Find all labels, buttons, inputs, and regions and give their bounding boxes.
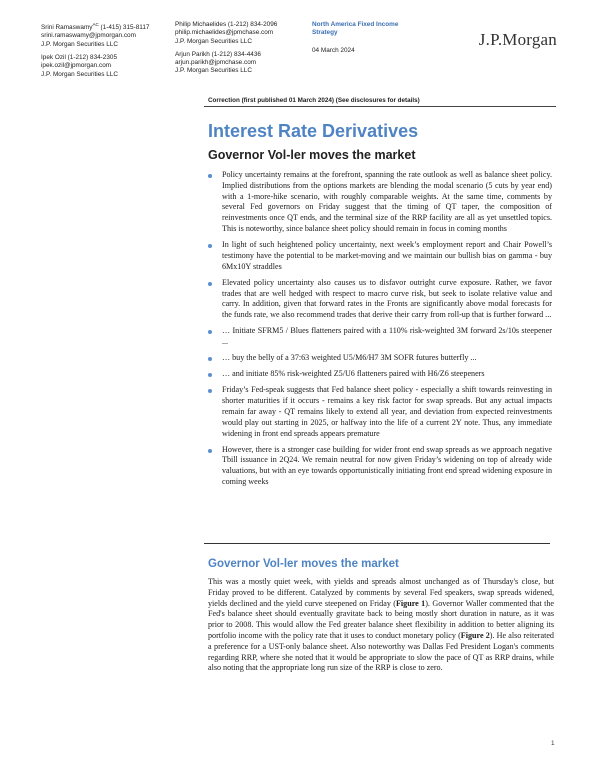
list-item: Elevated policy uncertainty also causes us to disfavor outright curve exposure. Rather, we favor trades that are well hedged with respect to macro curve risk, but seek to isolate relative value and carry. In addition, given that forward rates in the Fronts are significantly above modal forecasts for the funds rate, we also recommend trades that derive their carry from roll-up that is further forward ... bbox=[208, 278, 552, 321]
analyst-contacts-col2 bbox=[175, 21, 305, 76]
bullet-icon bbox=[208, 282, 212, 286]
bullet-icon bbox=[208, 357, 212, 361]
header-divider bbox=[204, 106, 556, 107]
report-info bbox=[312, 21, 432, 55]
section-divider bbox=[204, 543, 550, 544]
section-body: This was a mostly quiet week, with yields and spreads almost unchanged as of Thursday's close, but Friday proved to be different. Catalyzed by comments by several Fed speakers, swap spreads widened, yields declined and the yield curve steepened on Friday (Figure 1). Governor Waller commented that the Fed's balance sheet should eventually gravitate back to being mostly short duration in nature, as it was prior to 2008. This would allow the Fed greater balance sheet flexibility in addition to better aligning its portfolio income with the policy rate that it uses to conduct monetary policy (Figure 2). He also reiterated a preference for a UST-only balance sheet. Also noteworthy was Dallas Fed President Logan's comments regarding RRP, where she noted that it would be appropriate to slow the pace of QT as RRP drains, while also noting that the appropriate long run size of the RRP is close to zero. bbox=[208, 577, 554, 673]
bullet-icon bbox=[208, 449, 212, 453]
analyst-name: Arjun Parikh (1-212) 834-4436 bbox=[175, 50, 261, 58]
analyst-contacts-col1 bbox=[41, 21, 171, 79]
bullet-icon bbox=[208, 389, 212, 393]
list-item: Policy uncertainty remains at the forefront, spanning the rate outlook as well as balance sheet policy. Implied distributions from the options markets are blending the modal scenario (5 cuts by year end) with a 1-more-hike scenario, with roughly comparable weights. At the same time, comments by several Fed governors on Friday suggest that the timing of QT taper, the composition of reinvestments once QT ends, and the terminal size of the RRP facility are all as yet unsettled topics. This is noteworthy, since balance sheet policy should remain in focus in coming months bbox=[208, 170, 552, 235]
bullet-icon bbox=[208, 174, 212, 178]
analyst-name: Ipek Ozil (1-212) 834-2305 bbox=[41, 54, 118, 62]
analyst-email[interactable]: srini.ramaswamy@jpmorgan.com bbox=[41, 32, 136, 40]
report-series-title: North America Fixed Income bbox=[312, 21, 399, 28]
bullet-icon bbox=[208, 330, 212, 334]
list-item: … buy the belly of a 37:63 weighted U5/M6/H7 3M SOFR futures butterfly ... bbox=[208, 353, 552, 364]
section-heading: Governor Vol-ler moves the market bbox=[208, 558, 399, 570]
list-item: However, there is a stronger case building for wider front end swap spreads as we approach negative Tbill issuance in 2Q24. We remain neutral for now given Friday’s widening on top of already wide valuations, but with an eye towards opportunistically initiating front end spread widening exposure in coming weeks bbox=[208, 445, 552, 488]
analyst-firm: J.P. Morgan Securities LLC bbox=[41, 40, 118, 48]
analyst-name: Srini Ramaswamy$^{AC}$ (1-415) 315-8117 bbox=[41, 22, 150, 32]
analyst-name: Philip Michaelides (1-212) 834-2096 bbox=[175, 21, 278, 28]
list-item: Friday’s Fed-speak suggests that Fed balance sheet policy - especially a shift towards reinvesting in shorter maturities if it occurs - remains a key risk factor for swap spreads. But any actual impacts remain far away - QT remains likely to extend all year, and deviation from expected reinvestments would play out starting in 2025, or halfway into the life of a current 2Y note. Thus, any immediate widening in front end spreads appears premature bbox=[208, 385, 552, 439]
list-item: In light of such heightened policy uncertainty, next week’s employment report and Chair Powell’s testimony have the potential to be market-moving and we maintain our bullish bias on gamma - buy 6Mx10Y straddles bbox=[208, 240, 552, 272]
summary-bullets bbox=[208, 170, 552, 493]
report-date: 04 March 2024 bbox=[312, 46, 355, 54]
list-item: … and initiate 85% risk-weighted Z5/U6 flatteners paired with H6/Z6 steepeners bbox=[208, 369, 552, 380]
correction-notice: Correction (first published 01 March 2024) (See disclosures for details) bbox=[208, 97, 420, 104]
bullet-icon bbox=[208, 244, 212, 248]
analyst-firm: J.P. Morgan Securities LLC bbox=[175, 37, 252, 45]
analyst-firm: J.P. Morgan Securities LLC bbox=[175, 67, 252, 75]
analyst-firm: J.P. Morgan Securities LLC bbox=[41, 70, 118, 78]
figure-2-link[interactable]: Figure 2 bbox=[460, 630, 490, 640]
report-series-title-2: Strategy bbox=[312, 29, 338, 37]
analyst-email[interactable]: philip.michaelides@jpmchase.com bbox=[175, 29, 274, 37]
jpmorgan-logo: J.P.Morgan bbox=[478, 30, 557, 49]
page-subtitle: Governor Vol-ler moves the market bbox=[208, 148, 416, 162]
analyst-email[interactable]: arjun.parikh@jpmchase.com bbox=[175, 59, 257, 67]
figure-1-link[interactable]: Figure 1 bbox=[395, 598, 426, 608]
page-number: 1 bbox=[551, 740, 555, 747]
list-item: … Initiate SFRM5 / Blues flatteners paired with a 110% risk-weighted 3M forward 2s/10s steepener ... bbox=[208, 326, 552, 348]
bullet-icon bbox=[208, 373, 212, 377]
analyst-email[interactable]: ipek.ozil@jpmorgan.com bbox=[41, 62, 112, 70]
page-title: Interest Rate Derivatives bbox=[208, 121, 419, 141]
